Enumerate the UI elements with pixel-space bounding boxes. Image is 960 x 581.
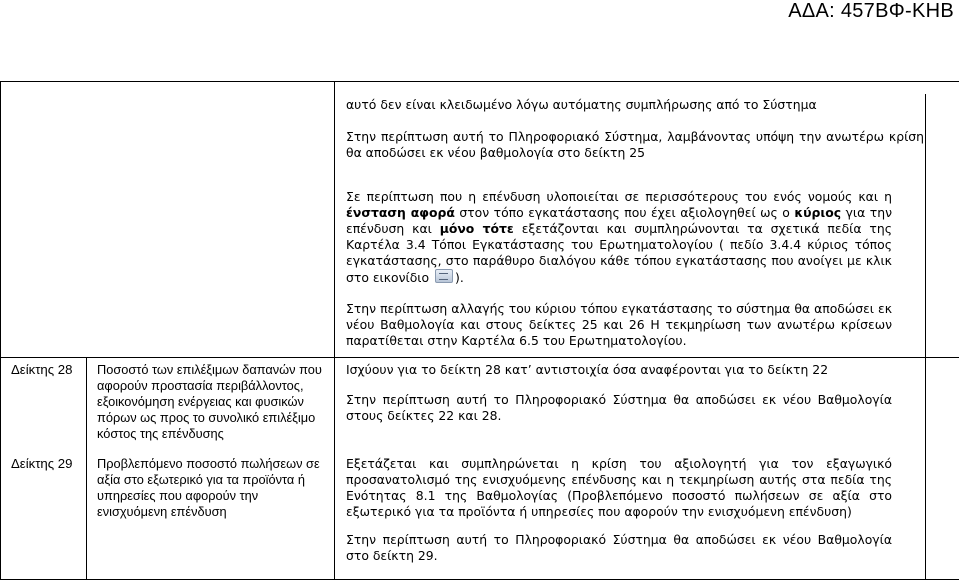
top-paragraph-3 — [346, 189, 892, 286]
indicator-28-note-1: Ισχύουν για το δείκτη 28 κατ’ αντιστοιχία όσα αναφέρονται για το δείκτη 22 — [346, 362, 829, 377]
table-top-border — [0, 81, 959, 82]
para3-text-e: για την επένδυση και — [346, 205, 892, 236]
para3-bold-a: ένσταση αφορά — [346, 205, 455, 220]
para3-text-a: Σε περίπτωση που η επένδυση υλοποιείται σε περισσότερους του ενός νομούς και η — [346, 189, 892, 204]
table-left-border — [0, 81, 1, 580]
para3-bold-f: μόνο τότε — [439, 221, 514, 236]
para3-text-c: στον τόπο εγκατάστασης που έχει αξιολογηθεί ως ο — [454, 205, 795, 220]
para3-text-g: εξετάζονται και συμπληρώνονται τα σχετικά πεδία της Καρτέλα 3.4 Τόποι Εγκατάστασης του Ερωτηματολογίου ( πεδίο 3.4.4 κύριος τόπος εγκατάστασης, στο παράθυρο διαλόγου κάθε τόπου εγκατάστασης που ανοίγει με κλικ στο εικονίδιο — [346, 221, 892, 285]
indicator-29-note-2: Στην περίπτωση αυτή το Πληροφοριακό Σύστημα θα αποδώσει εκ νέου Βαθμολογία στο δείκτη 29. — [346, 532, 892, 563]
indicator-29-description: Προβλεπόμενο ποσοστό πωλήσεων σε αξία στο εξωτερικό για τα προϊόντα ή υπηρεσίες που αφορούν την ενισχυόμενη επένδυση — [97, 456, 320, 519]
top-paragraph-2: Στην περίπτωση αυτή το Πληροφοριακό Σύστημα, λαμβάνοντας υπόψη την ανωτέρω κρίση θα αποδώσει εκ νέου βαθμολογία στο δείκτη 25 — [346, 129, 924, 160]
top-line: αυτό δεν είναι κλειδωμένο λόγω αυτόματης συμπλήρωσης από το Σύστημα — [346, 97, 817, 112]
top-paragraph-4: Στην περίπτωση αλλαγής του κύριου τόπου εγκατάστασης το σύστημα θα αποδώσει εκ νέου Βαθμολογία και στους δείκτες 25 και 26 Η τεκμηρίωση των ανωτέρω κρίσεων παρατίθεται στην Καρτέλα 6.5 του Ερωτηματολογίου. — [346, 301, 892, 348]
ada-code: ΑΔΑ: 457ΒΦ-ΚΗΒ — [788, 0, 954, 22]
indicator-28-note-2: Στην περίπτωση αυτή το Πληροφοριακό Σύστημα θα αποδώσει εκ νέου Βαθμολογία στους δείκτες 22 και 28. — [346, 392, 892, 423]
indicator-28-description: Ποσοστό των επιλέξιμων δαπανών που αφορούν προστασία περιβάλλοντος, εξοικονόμηση ενέργειας και φυσικών πόρων ως προς το συνολικό επιλέξιμο κόστος της επένδυσης — [97, 362, 322, 441]
table-right-border — [925, 94, 926, 580]
row-divider — [0, 357, 959, 358]
para3-text-h: ). — [455, 270, 464, 285]
col-divider-1 — [86, 357, 87, 580]
para3-bold-d: κύριος — [794, 205, 842, 220]
indicator-28-label: Δείκτης 28 — [11, 362, 73, 377]
table-bottom-border — [0, 579, 959, 580]
indicator-29-note-1: Εξετάζεται και συμπληρώνεται η κρίση του αξιολογητή για τον εξαγωγικό προσανατολισμό της ενισχυόμενης επένδυσης και η τεκμηρίωση αυτής στα πεδία της Ενότητας 8.1 της Βαθμολογίας (Προβλεπόμενο ποσοστό πωλήσεων σε αξία στο εξωτερικό για τα προϊόντα ή υπηρεσίες που αφορούν την ενισχυόμενη επένδυση) — [346, 456, 892, 519]
indicator-29-label: Δείκτης 29 — [11, 456, 73, 471]
col-divider-2 — [334, 81, 335, 580]
window-icon[interactable] — [435, 269, 453, 283]
